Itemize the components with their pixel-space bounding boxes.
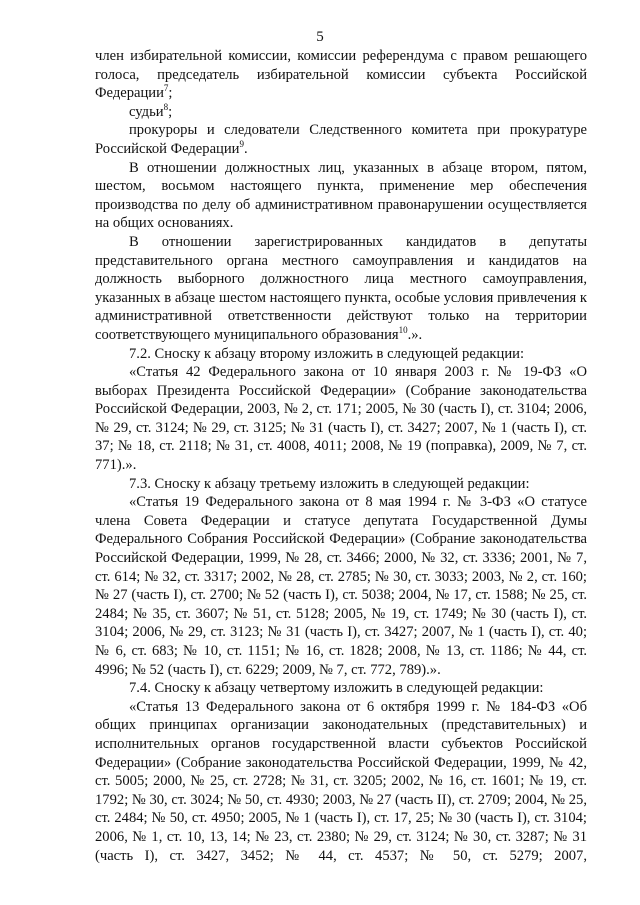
- paragraph: [95, 698, 587, 865]
- paragraph: [95, 679, 587, 698]
- paragraph-text: «Статья 13 Федерального закона от 6 октября 1999 г. № 184-ФЗ «Об общих принципах организации законодательных (представительных) и исполнительных органов государственной власти субъектов Российской Федерации» (Собрание законодательства Российской Федерации, 1999, № 42, ст. 5005; 2000, № 25, ст. 2728; № 31, ст. 3205; 2002, № 16, ст. 1601; № 19, ст. 1792; № 30, ст. 3024; № 50, ст. 4930; 2003, № 27 (часть II), ст. 2709; 2004, № 25, ст. 2484; № 50, ст. 4950; 2005, № 1 (часть I), ст. 17, 25; № 30 (часть I), ст. 3104; 2006, № 1, ст. 10, 13, 14; № 23, ст. 2380; № 29, ст. 3124; № 30, ст. 3287; № 31 (часть I), ст. 3427, 3452; № 44, ст. 4537; № 50, ст. 5279; 2007,: [95, 698, 587, 864]
- paragraph-text: «Статья 19 Федерального закона от 8 мая 1994 г. № 3-ФЗ «О статусе члена Совета Федерации и статусе депутата Государственной Думы Федерального Собрания Российской Федерации» (Собрание законодательства Российской Федерации, 1999, № 28, ст. 3466; 2000, № 32, ст. 3336; 2001, № 7, ст. 614; № 32, ст. 3317; 2002, № 28, ст. 2785; № 30, ст. 3033; 2003, № 2, ст. 160; № 27 (часть I), ст. 2700; № 52 (часть I), ст. 5038; 2004, № 17, ст. 1588; № 25, ст. 2484; № 35, ст. 3607; № 51, ст. 5128; 2005, № 19, ст. 1749; № 30 (часть I), ст. 3104; 2006, № 29, ст. 3123; № 31 (часть I), ст. 3427; 2007, № 1 (часть I), ст. 40; № 6, ст. 683; № 10, ст. 1151; № 16, ст. 1828; 2008, № 13, ст. 1186; № 44, ст. 4996; № 52 (часть I), ст. 6229; 2009, № 7, ст. 772, 789).».: [95, 494, 587, 678]
- paragraph-text: В отношении зарегистрированных кандидатов в депутаты представительного органа местного самоуправления и кандидатов на должность выборного должностного лица местного самоуправления, указанных в абзаце шестом настоящего пункта, особые условия привлечения к административной ответственности действуют только на территории соответствующего муниципального образования: [95, 233, 587, 343]
- paragraph-text: «Статья 42 Федерального закона от 10 января 2003 г. № 19-ФЗ «О выборах Президента Российской Федерации» (Собрание законодательства Российской Федерации, 2003, № 2, ст. 171; 2005, № 30 (часть I), ст. 3104; 2006, № 29, ст. 3124; № 29, ст. 3125; № 31 (часть I), ст. 3427; 2007, № 1 (часть I), ст. 37; № 18, ст. 2118; № 31, ст. 4008, 4011; 2008, № 19 (поправка), 2009, № 7, ст. 771).».: [95, 364, 587, 474]
- paragraph: [95, 475, 587, 494]
- paragraph: [95, 121, 587, 158]
- paragraph-text: 7.2. Сноску к абзацу второму изложить в следующей редакции:: [129, 345, 524, 362]
- paragraph-tail: .: [244, 140, 248, 157]
- paragraph-text: судьи: [129, 103, 164, 120]
- paragraph: [95, 103, 587, 122]
- paragraph-text: В отношении должностных лиц, указанных в абзаце втором, пятом, шестом, восьмом настоящего пункта, применение мер обеспечения производства по делу об административном правонарушении осуществляется на общих основаниях.: [95, 159, 587, 232]
- footnote-marker: 8: [163, 101, 169, 112]
- paragraph-text: прокуроры и следователи Следственного комитета при прокуратуре Российской Федерации: [95, 122, 587, 157]
- paragraph: [95, 47, 587, 103]
- page-number: 5: [316, 29, 324, 45]
- paragraph: [95, 159, 587, 233]
- footnote-marker: 7: [163, 83, 169, 94]
- footnote-marker: 10: [398, 325, 408, 336]
- paragraph: [95, 363, 587, 475]
- paragraph: [95, 233, 587, 345]
- paragraph-tail: .».: [407, 326, 423, 343]
- document-body: [95, 47, 587, 865]
- paragraph-text: 7.4. Сноску к абзацу четвертому изложить в следующей редакции:: [129, 680, 544, 697]
- paragraph-text: член избирательной комиссии, комиссии референдума с правом решающего голоса, председатель избирательной комиссии субъекта Российской Федерации: [95, 48, 587, 102]
- footnote-marker: 9: [239, 139, 244, 150]
- paragraph-tail: ;: [168, 103, 173, 120]
- paragraph: [95, 493, 587, 679]
- paragraph-text: 7.3. Сноску к абзацу третьему изложить в следующей редакции:: [129, 475, 530, 492]
- paragraph: [95, 345, 587, 364]
- paragraph-tail: ;: [168, 85, 173, 102]
